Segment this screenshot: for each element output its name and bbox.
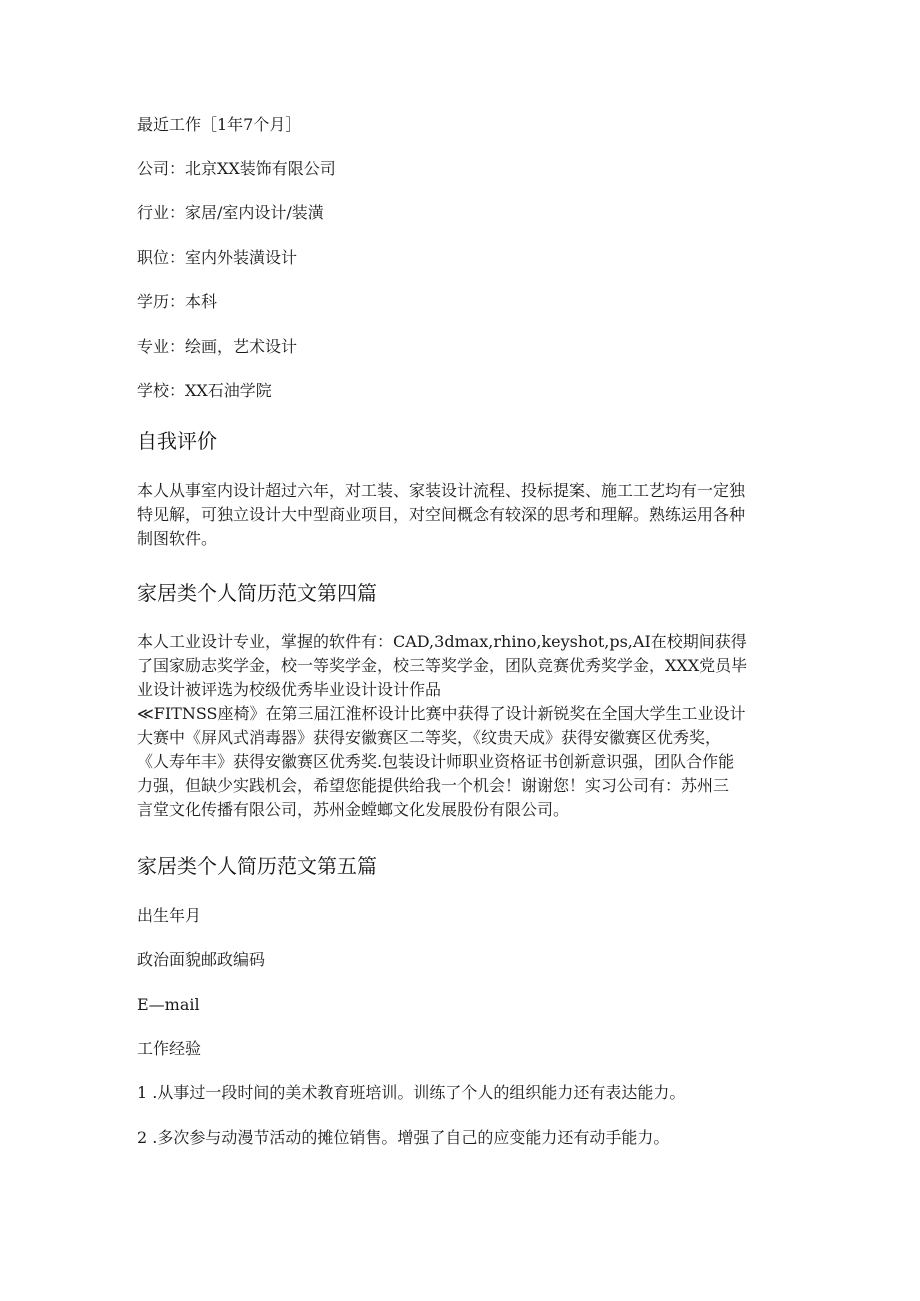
paragraph-line: 本人工业设计专业，掌握的软件有：CAD,3dmax,rhino,keyshot,ps,AI在校期间获得	[137, 632, 747, 651]
email-line: E—mail	[137, 995, 200, 1014]
self-evaluation-paragraph	[137, 479, 787, 551]
paragraph-line: 力强，但缺少实践机会，希望您能提供给我一个机会！谢谢您！实习公司有：苏州三	[137, 776, 730, 795]
paragraph-line: 大赛中《屏风式消毒器》获得安徽赛区二等奖，《纹贵天成》获得安徽赛区优秀奖，	[137, 728, 722, 747]
position-line: 职位：室内外装潢设计	[137, 248, 298, 267]
paragraph-line: 特见解，可独立设计大中型商业项目，对空间概念有较深的思考和理解。熟练运用各种	[137, 505, 746, 524]
experience-item-1: 1 .从事过一段时间的美术教育班培训。训练了个人的组织能力还有表达能力。	[137, 1083, 686, 1102]
paragraph-line: 了国家励志奖学金，校一等奖学金，校三等奖学金，团队竞赛优秀奖学金，XXX党员毕	[137, 656, 748, 675]
work-experience-line: 工作经验	[137, 1039, 202, 1058]
paragraph-line: 《人寿年丰》获得安徽赛区优秀奖.包装设计师职业资格证书创新意识强，团队合作能	[137, 752, 735, 771]
paragraph-line: 本人从事室内设计超过六年，对工装、家装设计流程、投标提案、施工工艺均有一定独	[137, 481, 746, 500]
experience-item-2: 2 .多次参与动漫节活动的摊位销售。增强了自己的应变能力还有动手能力。	[137, 1128, 670, 1147]
paragraph-line: 言堂文化传播有限公司，苏州金螳螂文化发展股份有限公司。	[137, 800, 570, 819]
major-line: 专业：绘画，艺术设计	[137, 337, 298, 356]
section-five-heading: 家居类个人简历范文第五篇	[137, 854, 377, 878]
birth-line: 出生年月	[137, 906, 202, 925]
self-evaluation-heading: 自我评价	[137, 429, 217, 453]
paragraph-line: 业设计被评选为校级优秀毕业设计设计作品	[137, 680, 442, 699]
paragraph-line: 制图软件。	[137, 529, 218, 548]
industry-line: 行业：家居/室内设计/装潢	[137, 203, 324, 222]
company-line: 公司：北京XX装饰有限公司	[137, 159, 336, 178]
section-four-paragraph	[137, 630, 787, 822]
school-line: 学校：XX石油学院	[137, 381, 272, 400]
politics-post-line: 政治面貌邮政编码	[137, 950, 266, 969]
education-line: 学历：本科	[137, 292, 218, 311]
paragraph-line: ≪FITNSS座椅》在第三届江淮杯设计比赛中获得了设计新锐奖在全国大学生工业设计	[137, 704, 746, 723]
recent-work-line: 最近工作［1年7个月］	[137, 115, 302, 134]
section-four-heading: 家居类个人简历范文第四篇	[137, 581, 377, 605]
